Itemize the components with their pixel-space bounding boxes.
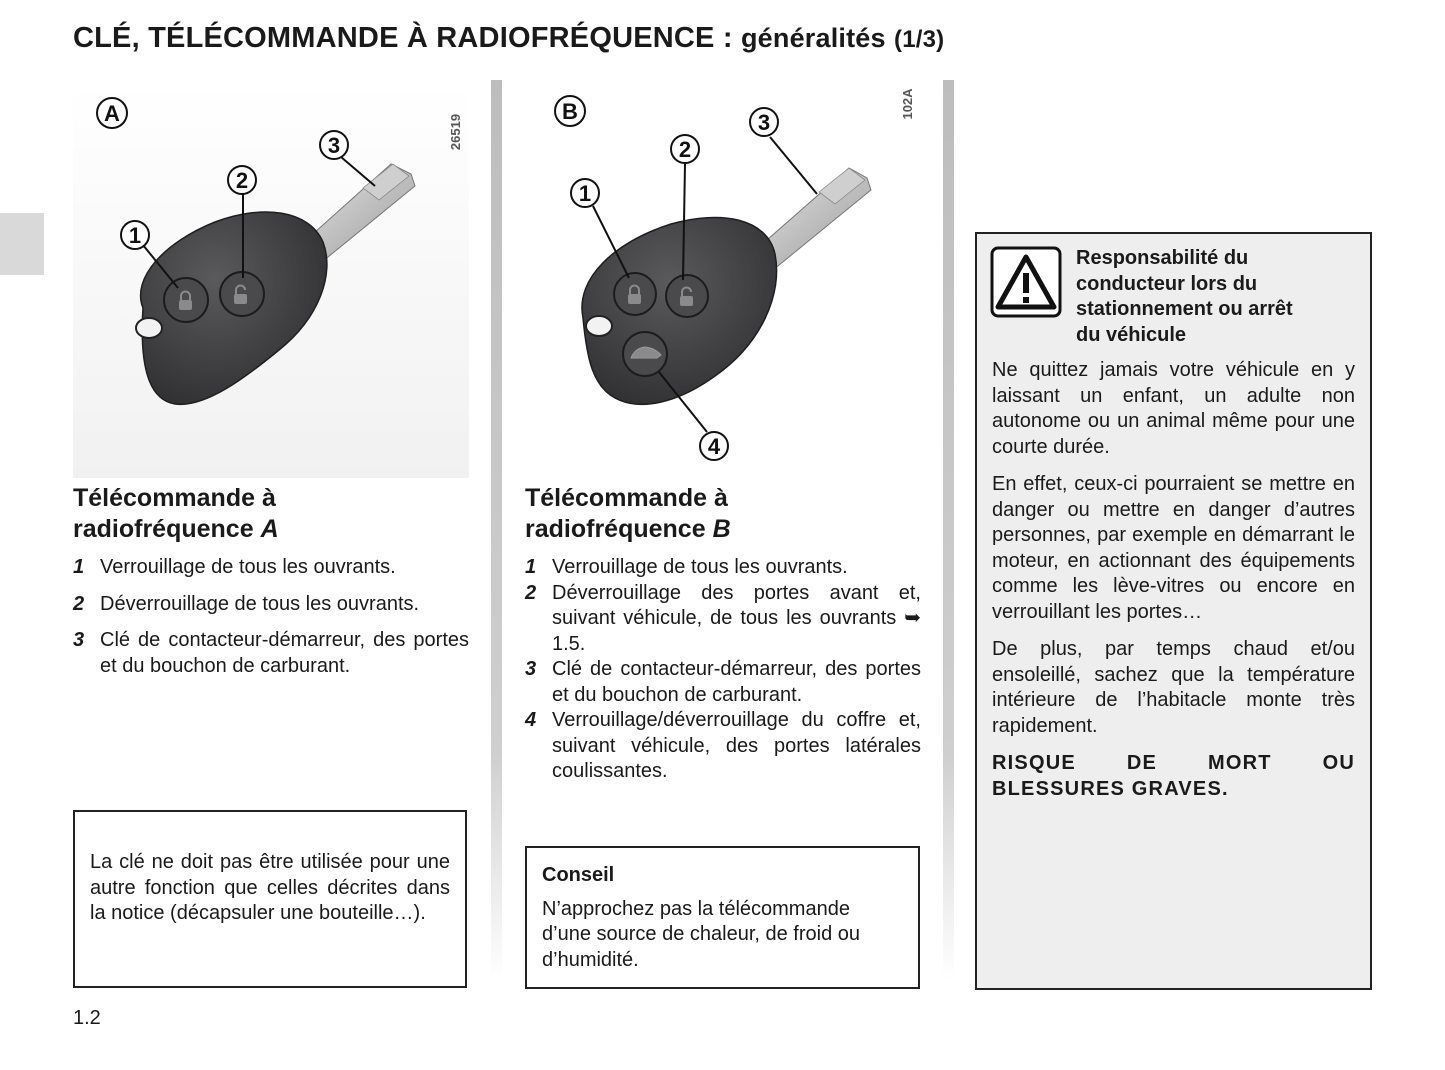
list-item <box>73 628 469 679</box>
figure-a-label: A <box>104 101 120 126</box>
warning-paragraph-3: De plus, par temps chaud et/ou ensoleillé, sachez que la température intérieure de l’habitacle monte très rapidement. <box>992 638 1355 737</box>
column-divider-left <box>491 80 502 980</box>
list-item <box>73 555 469 581</box>
item-text: Verrouillage de tous les ouvrants. <box>552 556 848 578</box>
warning-header <box>992 246 1355 358</box>
risk-line-2: BLESSURES GRAVES. <box>992 777 1229 800</box>
remote-b-illustration <box>525 82 921 478</box>
callout-4: 4 <box>707 434 721 459</box>
list-item <box>525 708 921 785</box>
item-text: Déverrouillage des portes avant et, suivant véhicule, de tous les ouvrants ➥ 1.5. <box>552 581 921 655</box>
warning-risk-statement <box>992 751 1355 802</box>
item-number: 3 <box>73 629 85 651</box>
callout-2: 2 <box>678 137 692 162</box>
section-b-list <box>525 555 921 785</box>
section-a-heading-line2: radiofréquence <box>73 515 254 543</box>
callout-3: 3 <box>757 110 771 135</box>
item-number: 4 <box>525 709 537 731</box>
item-text: Verrouillage/déverrouillage du coffre et, suivant véhicule, des portes latérales coulissantes. <box>552 709 921 782</box>
figure-b-ref-code: 102A <box>900 88 915 120</box>
warning-title-line2: conducteur lors du <box>1076 272 1258 295</box>
list-item <box>525 657 921 708</box>
key-ring-hole <box>586 316 612 336</box>
chapter-edge-tab <box>0 213 44 275</box>
section-b-heading-line1: Télécommande à <box>525 484 728 512</box>
tip-text: N’approchez pas la télécommande d’une source de chaleur, de froid ou d’humidité. <box>542 897 860 971</box>
callout-1: 1 <box>128 223 142 248</box>
section-b-heading-letter: B <box>712 515 731 543</box>
section-a-heading-line1: Télécommande à <box>73 484 276 512</box>
section-a-list <box>73 555 469 690</box>
warning-box <box>975 232 1372 990</box>
notice-box <box>73 810 467 988</box>
item-number: 2 <box>73 592 85 615</box>
tip-box <box>525 846 920 989</box>
item-number: 2 <box>525 581 537 604</box>
column-divider-right <box>943 80 954 980</box>
tip-title: Conseil <box>542 864 615 886</box>
warning-triangle-icon <box>990 246 1062 318</box>
page-title-sub: généralités <box>740 23 886 53</box>
warning-title-line1: Responsabilité du <box>1076 247 1249 269</box>
list-item <box>525 581 921 658</box>
warning-title-line4: du véhicule <box>1076 323 1187 346</box>
risk-word: DE <box>1126 752 1158 774</box>
page-title-fraction: (1/3) <box>894 26 945 53</box>
risk-word: MORT <box>1207 752 1272 774</box>
figure-remote-b <box>525 82 921 478</box>
section-a-heading-letter: A <box>260 515 279 543</box>
item-text: Clé de contacteur-démarreur, des portes et du bouchon de carburant. <box>100 629 469 677</box>
remote-a-illustration <box>73 82 469 478</box>
key-ring-hole <box>136 318 162 338</box>
section-b-heading-line2: radiofréquence <box>525 515 706 543</box>
page-title-main: CLÉ, TÉLÉCOMMANDE À RADIOFRÉQUENCE : <box>73 22 733 54</box>
item-number: 1 <box>73 556 85 578</box>
list-item <box>73 592 469 618</box>
notice-text: La clé ne doit pas être utilisée pour une autre fonction que celles décrites dans la notice (décapsuler une bouteille…). <box>90 851 450 924</box>
risk-word: OU <box>1322 752 1355 774</box>
section-a-heading <box>73 483 279 545</box>
callout-1: 1 <box>578 181 592 206</box>
figure-a-ref-code: 26519 <box>448 113 463 151</box>
item-text: Déverrouillage de tous les ouvrants. <box>100 592 420 615</box>
section-b-heading <box>525 483 731 545</box>
warning-paragraph-2: En effet, ceux-ci pourraient se mettre en danger ou mettre en danger d’autres personnes, par exemple en démarrant le moteur, en actionnant des équipements comme les lève-vitres ou encore en verrouillant les portes… <box>992 473 1355 623</box>
page-title <box>73 22 944 55</box>
warning-title-line3: stationnement ou arrêt <box>1076 298 1293 320</box>
callout-2: 2 <box>235 168 249 193</box>
page-number: 1.2 <box>73 1007 101 1029</box>
item-number: 1 <box>525 556 537 578</box>
callout-3: 3 <box>327 133 341 158</box>
risk-word: RISQUE <box>992 752 1076 774</box>
item-number: 3 <box>525 658 537 680</box>
warning-paragraph-1: Ne quittez jamais votre véhicule en y laissant un enfant, un adulte non autonome ou un animal même pour une courte durée. <box>992 359 1355 458</box>
item-text: Clé de contacteur-démarreur, des portes et du bouchon de carburant. <box>552 658 921 706</box>
figure-remote-a <box>73 82 469 478</box>
item-text: Verrouillage de tous les ouvrants. <box>100 556 396 578</box>
figure-b-label: B <box>562 99 578 124</box>
list-item <box>525 555 921 581</box>
warning-title <box>1076 246 1293 348</box>
